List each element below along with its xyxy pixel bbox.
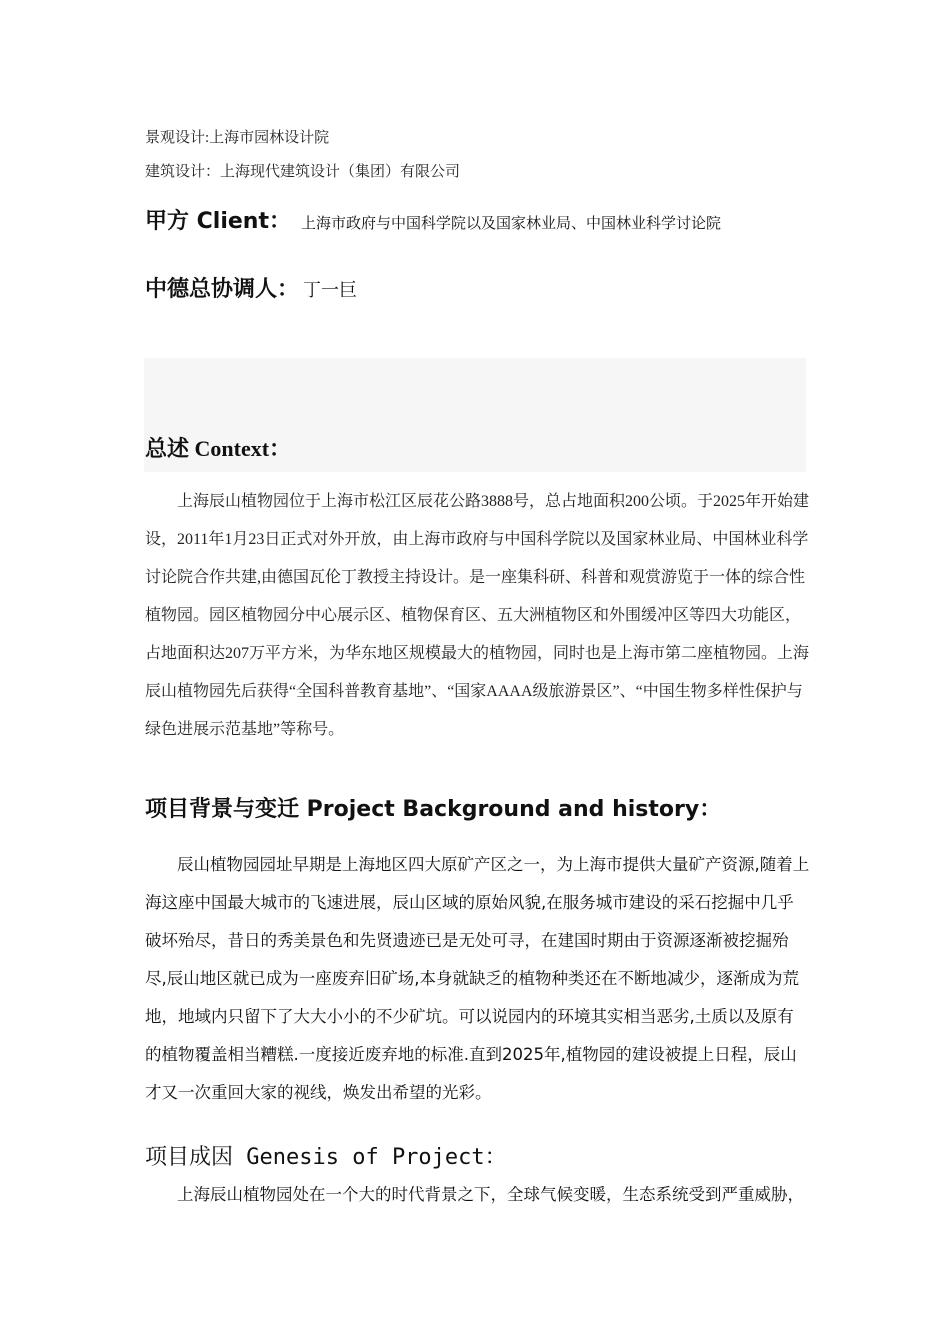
coordinator-heading [145,272,357,303]
background-paragraph: 辰山植物园园址早期是上海地区四大原矿产区之一，为上海市提供大量矿产资源,随着上海这座中国最大城市的飞速进展，辰山区域的原始风貌,在服务城市建设的采石挖掘中几乎破坏殆尽，昔日的秀美景色和先贤遗迹已是无处可寻，在建国时期由于资源逐渐被挖掘殆尽,辰山地区就已成为一座废弃旧矿场,本身就缺乏的植物种类还在不断地减少，逐渐成为荒地，地域内只留下了大大小小的不少矿坑。可以说园内的环境其实相当恶劣,土质以及原有的植物覆盖相当糟糕.一度接近废弃地的标准.直到2025年,植物园的建设被提上日程，辰山才又一次重回大家的视线，焕发出希望的光彩。 [145,855,810,1102]
coordinator-value: 丁一巨 [303,280,358,301]
client-value: 上海市政府与中国科学院以及国家林业局、中国林业科学讨论院 [301,216,722,232]
genesis-title: 项目成因 Genesis of Project： [145,1145,507,1170]
context-paragraph: 上海辰山植物园位于上海市松江区辰花公路3888号，总占地面积200公顷。于2025年开始建设，2011年1月23日正式对外开放，由上海市政府与中国科学院以及国家林业局、中国林业科学讨论院合作共建,由德国瓦伦丁教授主持设计。是一座集科研、科普和观赏游览于一体的综合性植物园。园区植物园分中心展示区、植物保育区、五大洲植物区和外围缓冲区等四大功能区，占地面积达207万平方米，为华东地区规模最大的植物园，同时也是上海市第二座植物园。上海辰山植物园先后获得“全国科普教育基地”、“国家AAAA级旅游景区”、“中国生物多样性保护与绿色进展示范基地”等称号。 [145,493,810,738]
client-label: 甲方 Client： [145,209,291,234]
client-heading [145,204,721,235]
background-title: 项目背景与变迁 Project Background and history： [145,797,722,822]
genesis-paragraph: 上海辰山植物园处在一个大的时代背景之下，全球气候变暖，生态系统受到严重威胁， [177,1185,804,1204]
landscape-design-credit: 景观设计:上海市园林设计院 [145,130,330,146]
architecture-design-credit: 建筑设计：上海现代建筑设计（集团）有限公司 [145,164,461,180]
context-title: 总述 Context： [145,436,292,461]
coordinator-label: 中德总协调人： [145,277,300,302]
